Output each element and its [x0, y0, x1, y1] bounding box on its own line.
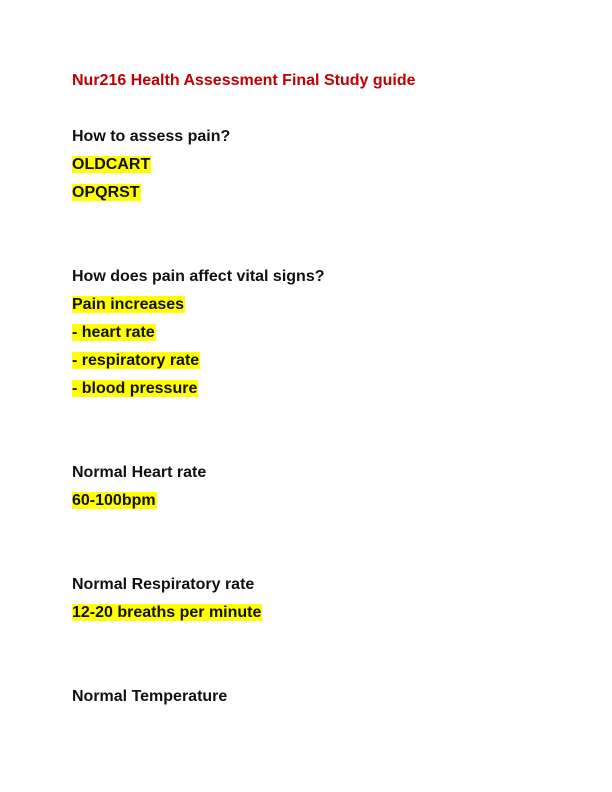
highlighted-answer: OPQRST — [72, 184, 140, 201]
question-normal-respiratory-rate — [72, 575, 254, 595]
answer-line — [72, 155, 151, 175]
answer-line — [72, 323, 156, 343]
highlighted-answer: Pain increases — [72, 296, 185, 313]
answer-line — [72, 603, 262, 623]
question-text: Normal Respiratory rate — [72, 576, 255, 593]
highlighted-answer: - respiratory rate — [72, 352, 200, 369]
document-title-text: Nur216 Health Assessment Final Study guide — [72, 72, 416, 89]
question-text: Normal Temperature — [72, 688, 228, 705]
answer-line — [72, 491, 157, 511]
answer-line — [72, 379, 198, 399]
answer-line — [72, 351, 200, 371]
highlighted-answer: OLDCART — [72, 156, 151, 173]
highlighted-answer: - heart rate — [72, 324, 155, 341]
question-normal-heart-rate — [72, 463, 206, 483]
highlighted-answer: 12-20 breaths per minute — [72, 604, 262, 621]
answer-line — [72, 183, 141, 203]
highlighted-answer: - blood pressure — [72, 380, 198, 397]
question-text: How does pain affect vital signs? — [72, 268, 325, 285]
question-pain-vital-signs — [72, 267, 325, 287]
question-text: Normal Heart rate — [72, 464, 207, 481]
document-title — [72, 71, 416, 91]
question-assess-pain — [72, 127, 230, 147]
answer-line — [72, 295, 185, 315]
question-text: How to assess pain? — [72, 128, 231, 145]
question-normal-temperature — [72, 687, 227, 707]
highlighted-answer: 60-100bpm — [72, 492, 156, 509]
